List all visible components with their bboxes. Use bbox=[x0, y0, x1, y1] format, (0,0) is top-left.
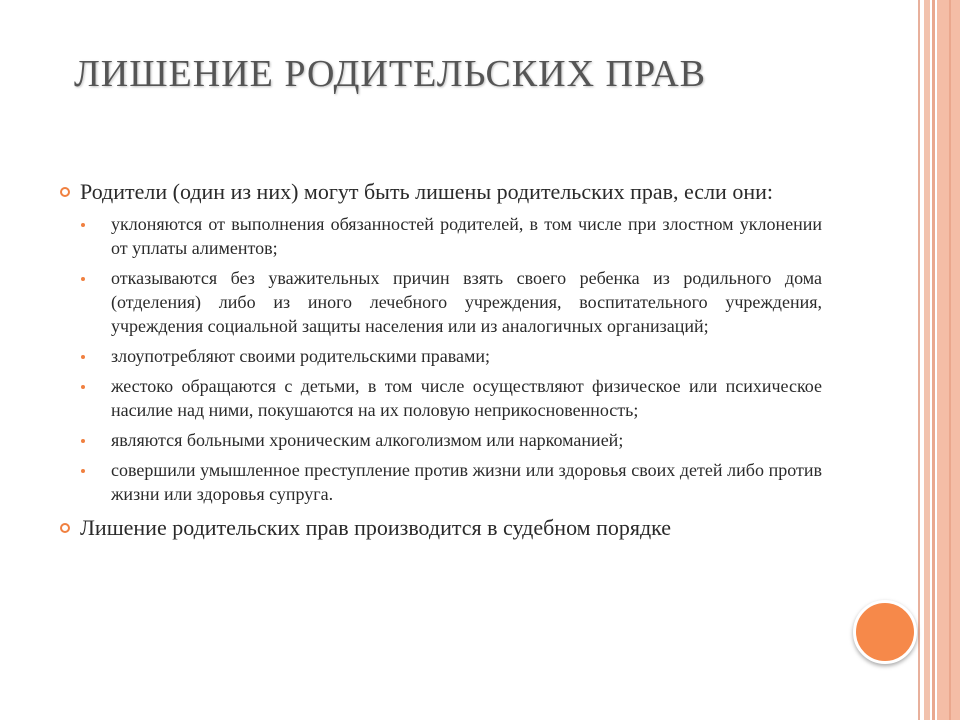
sub-bullet-item bbox=[60, 212, 822, 260]
decorative-circle bbox=[853, 600, 917, 664]
slide-content bbox=[60, 176, 822, 544]
sub-bullet-text: жестоко обращаются с детьми, в том числе осуществляют физическое или психическое насилие над ними, покушаются на их половую неприкосновенность; bbox=[111, 376, 822, 420]
decorative-stripe bbox=[932, 0, 935, 720]
slide-title: ЛИШЕНИЕ РОДИТЕЛЬСКИХ ПРАВ bbox=[74, 53, 707, 95]
sub-bullet-text: отказываются без уважительных причин взять своего ребенка из родильного дома (отделения) либо из иного лечебного учреждения, воспитательного учреждения, учреждения социальной защиты населения или из аналогичных организаций; bbox=[111, 268, 822, 336]
sub-bullet-text: уклоняются от выполнения обязанностей родителей, в том числе при злостном уклонении от уплаты алиментов; bbox=[111, 214, 822, 258]
sub-bullet-text: злоупотребляют своими родительскими правами; bbox=[111, 346, 491, 366]
decorative-stripe bbox=[918, 0, 920, 720]
sub-bullet-text: являются больными хроническим алкоголизмом или наркоманией; bbox=[111, 430, 624, 450]
sub-bullet-item bbox=[60, 266, 822, 338]
decorative-stripe bbox=[924, 0, 930, 720]
sub-bullet-text: совершили умышленное преступление против жизни или здоровья своих детей либо против жизни или здоровья супруга. bbox=[111, 460, 822, 504]
dot-bullet-icon bbox=[81, 355, 85, 359]
dot-bullet-icon bbox=[81, 223, 85, 227]
sub-bullet-item bbox=[60, 374, 822, 422]
ring-bullet-icon bbox=[60, 523, 70, 533]
bullet-point-text: Лишение родительских прав производится в судебном порядке bbox=[80, 515, 672, 540]
sub-bullet-item bbox=[60, 458, 822, 506]
sub-bullet-item bbox=[60, 344, 822, 368]
bullet-point-1 bbox=[60, 176, 822, 208]
sub-bullet-item bbox=[60, 428, 822, 452]
dot-bullet-icon bbox=[81, 385, 85, 389]
dot-bullet-icon bbox=[81, 439, 85, 443]
bullet-point-2 bbox=[60, 512, 822, 544]
dot-bullet-icon bbox=[81, 469, 85, 473]
ring-bullet-icon bbox=[60, 187, 70, 197]
bullet-point-text: Родители (один из них) могут быть лишены родительских прав, если они: bbox=[80, 179, 773, 204]
dot-bullet-icon bbox=[81, 277, 85, 281]
sub-bullet-list bbox=[60, 212, 822, 506]
decorative-stripe bbox=[949, 0, 951, 720]
